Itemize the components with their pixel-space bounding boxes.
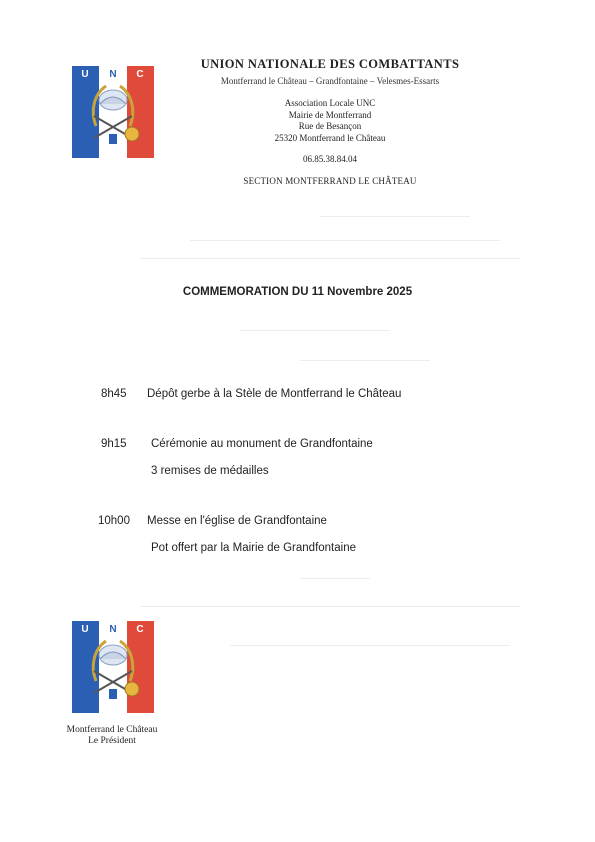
svg-text:N: N — [109, 624, 117, 635]
document-title: COMMEMORATION DU 11 Novembre 2025 — [182, 286, 413, 298]
org-subtitle: Montferrand le Château – Grandfontaine – Velesmes-Essarts — [220, 76, 440, 86]
org-title: UNION NATIONALE DES COMBATTANTS — [200, 57, 460, 71]
section-name: SECTION MONTFERRAND LE CHÂTEAU — [243, 176, 417, 186]
svg-text:C: C — [136, 624, 144, 635]
unc-emblem-icon — [72, 66, 154, 158]
letterhead — [160, 57, 500, 186]
show-through-line — [140, 258, 520, 259]
unc-emblem-icon — [72, 621, 154, 713]
event-description: Pot offert par la Mairie de Grandfontaine — [151, 542, 356, 554]
show-through-line — [140, 606, 520, 607]
address-line: Mairie de Montferrand — [288, 109, 372, 120]
svg-text:Y: Y — [101, 704, 106, 711]
show-through-line — [190, 240, 500, 241]
show-through-line — [240, 330, 390, 331]
svg-text:C: C — [136, 69, 144, 80]
svg-text:N: N — [109, 69, 117, 80]
show-through-line — [300, 578, 370, 579]
show-through-line — [300, 360, 430, 361]
event-description: Messe en l'église de Grandfontaine — [147, 515, 327, 527]
event-description: 3 remises de médailles — [151, 465, 269, 477]
show-through-line — [320, 216, 470, 217]
event-time: 9h15 — [101, 438, 127, 450]
address-line: Rue de Besançon — [298, 121, 362, 131]
event-time: 10h00 — [98, 515, 130, 527]
svg-text:U: U — [81, 624, 89, 635]
svg-text:Y: Y — [101, 149, 106, 156]
signature-block — [52, 725, 172, 747]
signature-role: Le Président — [88, 736, 136, 746]
address-line: Association Locale UNC — [284, 98, 376, 108]
address-block — [160, 98, 500, 144]
event-description: Dépôt gerbe à la Stèle de Montferrand le Château — [147, 388, 402, 400]
event-time: 8h45 — [101, 388, 127, 400]
svg-text:U: U — [81, 69, 89, 80]
address-line: 25320 Montferrand le Château — [274, 132, 386, 143]
event-description: Cérémonie au monument de Grandfontaine — [151, 438, 373, 450]
show-through-line — [230, 645, 510, 646]
signature-location: Montferrand le Château — [66, 725, 158, 735]
phone-number: 06.85.38.84.04 — [303, 154, 357, 164]
